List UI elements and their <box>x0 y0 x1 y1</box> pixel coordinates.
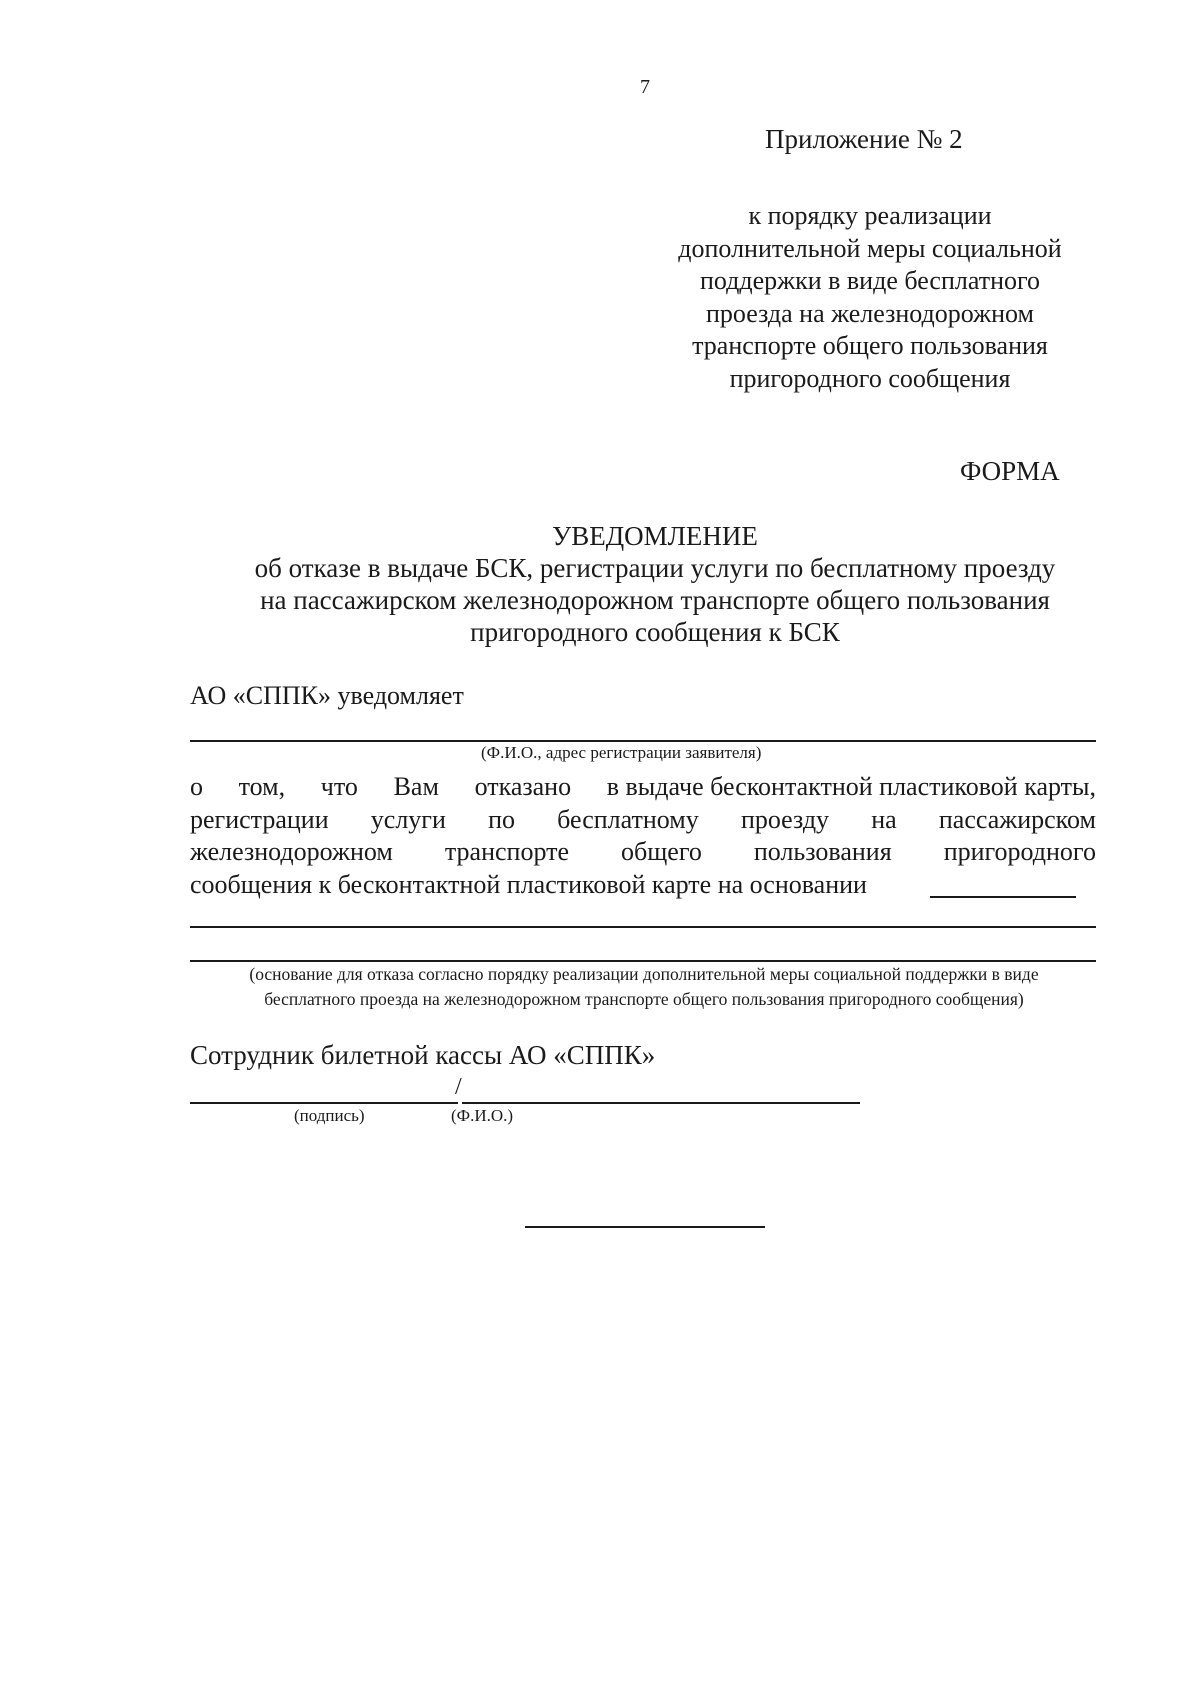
body-word: о <box>190 772 203 801</box>
body-word: железнодорожном <box>190 837 393 866</box>
body-word: транспорте <box>444 837 570 866</box>
document-title <box>190 520 1120 648</box>
body-line-last: сообщения к бесконтактной пластиковой карте на основании <box>190 869 867 899</box>
intro-text: АО «СППК» уведомляет <box>190 681 464 710</box>
body-word: том, <box>238 772 286 801</box>
body-word: что <box>320 772 358 801</box>
appendix-subtitle-line: к порядку реализации <box>748 201 992 230</box>
document-title-line: на пассажирском железнодорожном транспорте общего пользования <box>260 585 1050 615</box>
appendix-subtitle <box>650 200 1090 395</box>
body-word: по <box>488 804 515 834</box>
body-line <box>190 836 1096 869</box>
appendix-subtitle-line: поддержки в виде бесплатного <box>699 266 1041 295</box>
basis-caption <box>190 962 1098 1012</box>
signature-fill-line[interactable] <box>190 1102 458 1104</box>
body-line <box>190 771 1096 804</box>
body-word: в выдаче бесконтактной пластиковой карты, <box>606 772 1096 801</box>
form-label: ФОРМА <box>960 456 1060 486</box>
body-word: отказано <box>474 772 572 801</box>
body-word: Вам <box>393 772 439 801</box>
body-word: регистрации <box>190 804 329 834</box>
document-heading: УВЕДОМЛЕНИЕ <box>552 521 758 551</box>
document-title-line: пригородного сообщения к БСК <box>470 617 840 647</box>
basis-inline-fill-line[interactable] <box>930 896 1076 898</box>
body-word: пассажирском <box>938 804 1096 834</box>
closing-divider <box>525 1226 765 1228</box>
name-caption: (Ф.И.О.) <box>451 1106 514 1125</box>
body-line <box>190 804 1096 837</box>
body-word: услуги <box>370 804 446 834</box>
body-word: пользования <box>753 837 892 866</box>
employee-name-fill-line[interactable] <box>462 1102 860 1104</box>
employee-label: Сотрудник билетной кассы АО «СППК» <box>190 1040 656 1070</box>
body-word: общего <box>621 837 702 866</box>
basis-caption-line: (основание для отказа согласно порядку реализации дополнительной меры социальной поддержки в виде <box>249 964 1039 984</box>
page-number: 7 <box>640 76 650 98</box>
signature-separator: / <box>455 1074 462 1100</box>
body-word: проезду <box>740 804 830 834</box>
basis-fill-line-1[interactable] <box>190 926 1096 928</box>
appendix-title: Приложение № 2 <box>765 124 963 154</box>
appendix-subtitle-line: транспорте общего пользования <box>692 331 1048 360</box>
appendix-subtitle-line: пригородного сообщения <box>729 363 1011 393</box>
appendix-subtitle-line: проезда на железнодорожном <box>706 298 1034 328</box>
body-word: на <box>871 804 897 834</box>
signature-caption: (подпись) <box>294 1106 365 1125</box>
appendix-subtitle-line: дополнительной меры социальной <box>678 233 1062 263</box>
body-word: бесплатному <box>557 804 699 834</box>
applicant-fill-line[interactable] <box>190 740 1096 742</box>
body-word: пригородного <box>943 837 1096 866</box>
basis-caption-line: бесплатного проезда на железнодорожном транспорте общего пользования пригородного сообщения) <box>264 989 1024 1009</box>
body-paragraph <box>190 771 1096 901</box>
document-title-line: об отказе в выдаче БСК, регистрации услуги по бесплатному проезду <box>254 553 1056 583</box>
applicant-caption: (Ф.И.О., адрес регистрации заявителя) <box>481 743 762 762</box>
